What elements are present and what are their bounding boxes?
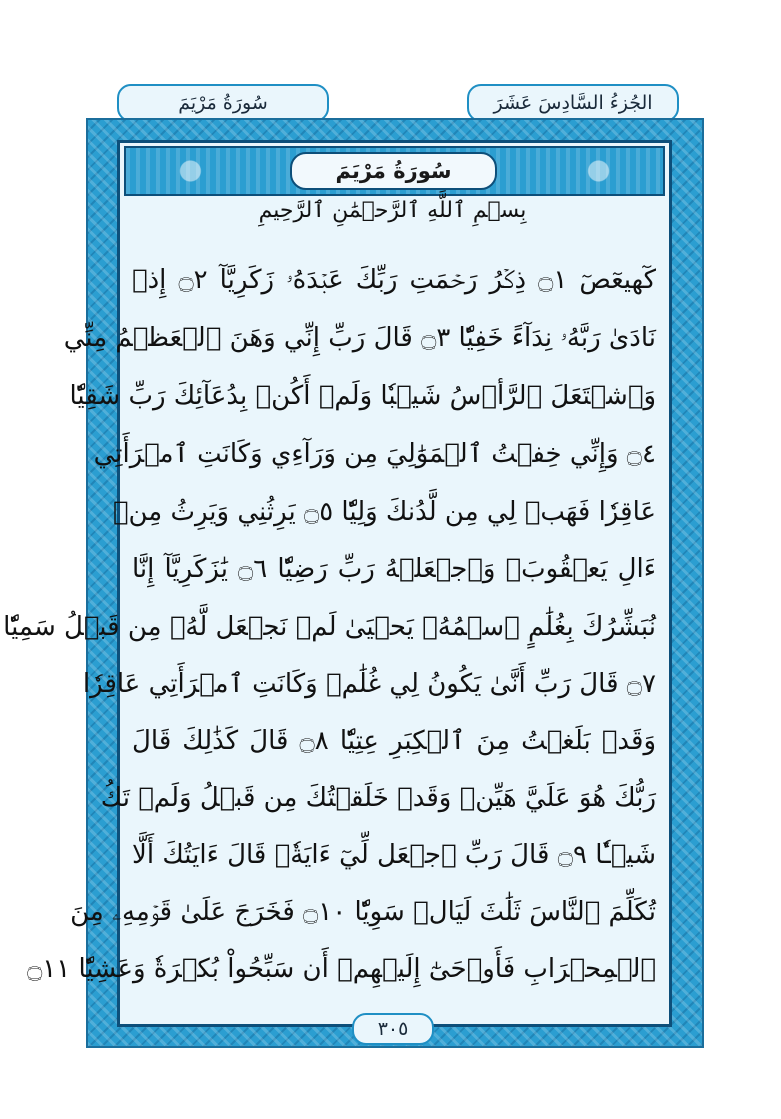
verse-line-10: رَبُّكَ هُوَ عَلَيَّ هَيِّنٞ وَقَدۡ خَلَقۡتُكَ مِن قَبۡلُ وَلَمۡ تَكُ [100, 783, 656, 813]
verse-line-6: ءَالِ يَعۡقُوبَۖ وَٱجۡعَلۡهُ رَبِّ رَضِيّٗا ۝٦ يَٰزَكَرِيَّآ إِنَّا [132, 554, 657, 584]
basmala: بِسۡمِ ٱللَّهِ ٱلرَّحۡمَٰنِ ٱلرَّحِيمِ [258, 198, 527, 223]
verse-line-8: ۝٧ قَالَ رَبِّ أَنَّىٰ يَكُونُ لِي غُلَٰمٞ وَكَانَتِ ٱمۡرَأَتِي عَاقِرٗا [82, 669, 656, 699]
verse-line-12: تُكَلِّمَ ٱلنَّاسَ ثَلَٰثَ لَيَالٖ سَوِيّٗا ۝١٠ فَخَرَجَ عَلَىٰ قَوۡمِهِۦ مِنَ [70, 897, 656, 927]
surah-header-label: سُورَةُ مَرْيَمَ [117, 84, 329, 122]
verse-line-3: وَٱشۡتَعَلَ ٱلرَّأۡسُ شَيۡبٗا وَلَمۡ أَكُنۢ بِدُعَآئِكَ رَبِّ شَقِيّٗا [69, 381, 656, 411]
verse-line-4: ۝٤ وَإِنِّي خِفۡتُ ٱلۡمَوَٰلِيَ مِن وَرَآءِي وَكَانَتِ ٱمۡرَأَتِي [93, 439, 656, 469]
surah-title: سُورَةُ مَرْيَمَ [290, 152, 497, 190]
verse-line-9: وَقَدۡ بَلَغۡتُ مِنَ ٱلۡكِبَرِ عِتِيّٗا ۝٨ قَالَ كَذَٰلِكَ قَالَ [132, 726, 656, 756]
verse-line-5: عَاقِرٗا فَهَبۡ لِي مِن لَّدُنكَ وَلِيّٗا ۝٥ يَرِثُنِي وَيَرِثُ مِنۡ [112, 497, 656, 527]
verse-line-7: نُبَشِّرُكَ بِغُلَٰمٍ ٱسۡمُهُۥ يَحۡيَىٰ لَمۡ نَجۡعَل لَّهُۥ مِن قَبۡلُ سَمِيّٗا [3, 612, 656, 642]
verse-line-1: كٓهيعٓصٓ ۝١ ذِكۡرُ رَحۡمَتِ رَبِّكَ عَبۡدَهُۥ زَكَرِيَّآ ۝٢ إِذۡ [132, 265, 656, 295]
page-number: ٣٠٥ [352, 1013, 434, 1045]
juz-label: الجُزءُ السَّادِسَ عَشَرَ [467, 84, 679, 122]
verse-line-11: شَيۡـٔٗا ۝٩ قَالَ رَبِّ ٱجۡعَل لِّيٓ ءَايَةٗۖ قَالَ ءَايَتُكَ أَلَّا [132, 840, 656, 870]
verse-line-13: ٱلۡمِحۡرَابِ فَأَوۡحَىٰٓ إِلَيۡهِمۡ أَن سَبِّحُواْ بُكۡرَةٗ وَعَشِيّٗا ۝١١ [27, 954, 656, 984]
verse-line-2: نَادَىٰ رَبَّهُۥ نِدَآءً خَفِيّٗا ۝٣ قَالَ رَبِّ إِنِّي وَهَنَ ٱلۡعَظۡمُ مِنِّي [63, 323, 656, 353]
